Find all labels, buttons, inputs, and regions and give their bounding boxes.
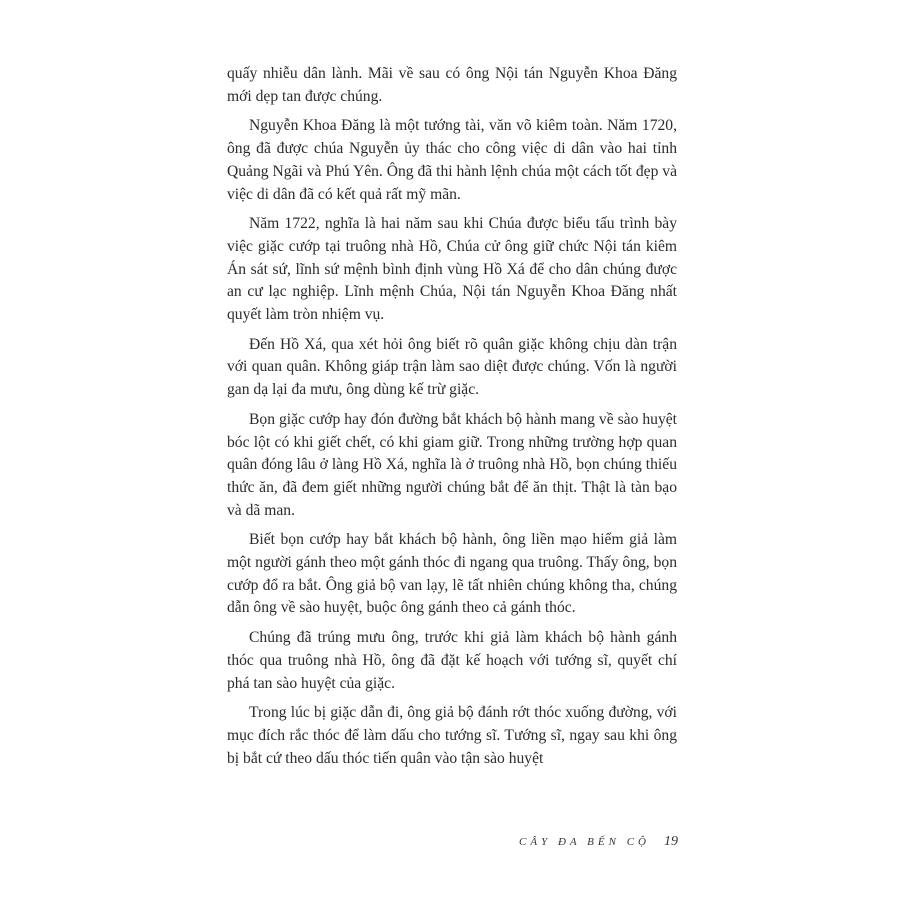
paragraph-continued: quấy nhiễu dân lành. Mãi về sau có ông Nội tán Nguyễn Khoa Đăng mới dẹp tan được chúng. — [227, 65, 677, 105]
page-footer — [519, 834, 678, 850]
paragraph: Năm 1722, nghĩa là hai năm sau khi Chúa được biểu tấu trình bày việc giặc cướp tại truông nhà Hồ, Chúa cử ông giữ chức Nội tán kiêm Án sát sứ, lĩnh sứ mệnh bình định vùng Hồ Xá để cho dân chúng được an cư lạc nghiệp. Lĩnh mệnh Chúa, Nội tán Nguyễn Khoa Đăng nhất quyết làm tròn nhiệm vụ. — [227, 215, 677, 324]
paragraph: Đến Hồ Xá, qua xét hỏi ông biết rõ quân giặc không chịu dàn trận với quan quân. Không giáp trận làm sao diệt được chúng. Vốn là người gan dạ lại đa mưu, ông dùng kế trừ giặc. — [227, 335, 677, 399]
paragraph: Trong lúc bị giặc dẫn đi, ông giả bộ đánh rớt thóc xuống đường, với mục đích rắc thóc để làm dấu cho tướng sĩ. Tướng sĩ, ngay sau khi ông bị bắt cứ theo dấu thóc tiến quân vào tận sào huyệt — [227, 704, 677, 767]
paragraph: Chúng đã trúng mưu ông, trước khi giả làm khách bộ hành gánh thóc qua truông nhà Hồ, ông đã đặt kế hoạch với tướng sĩ, quyết chí phá tan sào huyệt của giặc. — [227, 629, 677, 692]
paragraph: Bọn giặc cướp hay đón đường bắt khách bộ hành mang về sào huyệt bóc lột có khi giết chết, có khi giam giữ. Trong những trường hợp quan quân đóng lâu ở làng Hồ Xá, nghĩa là ở truông nhà Hồ, bọn chúng thiếu thức ăn, đã đem giết những người chúng bắt để ăn thịt. Thật là tàn bạo và dã man. — [227, 410, 677, 519]
body-text — [227, 63, 677, 777]
running-title: CÂY ĐA BẾN CỘ — [519, 836, 650, 848]
paragraph: Nguyễn Khoa Đăng là một tướng tài, văn võ kiêm toàn. Năm 1720, ông đã được chúa Nguyễn ủy thác cho công việc di dân vào hai tỉnh Quảng Ngãi và Phú Yên. Ông đã thi hành lệnh chúa một cách tốt đẹp và việc di dân đã có kết quả rất mỹ mãn. — [227, 117, 677, 203]
paragraph: Biết bọn cướp hay bắt khách bộ hành, ông liền mạo hiểm giả làm một người gánh theo một gánh thóc đi ngang qua truông. Thấy ông, bọn cướp đổ ra bắt. Ông giả bộ van lạy, lẽ tất nhiên chúng không tha, chúng dẫn ông về sào huyệt, buộc ông gánh theo cả gánh thóc. — [227, 531, 677, 617]
page-number: 19 — [664, 834, 678, 849]
